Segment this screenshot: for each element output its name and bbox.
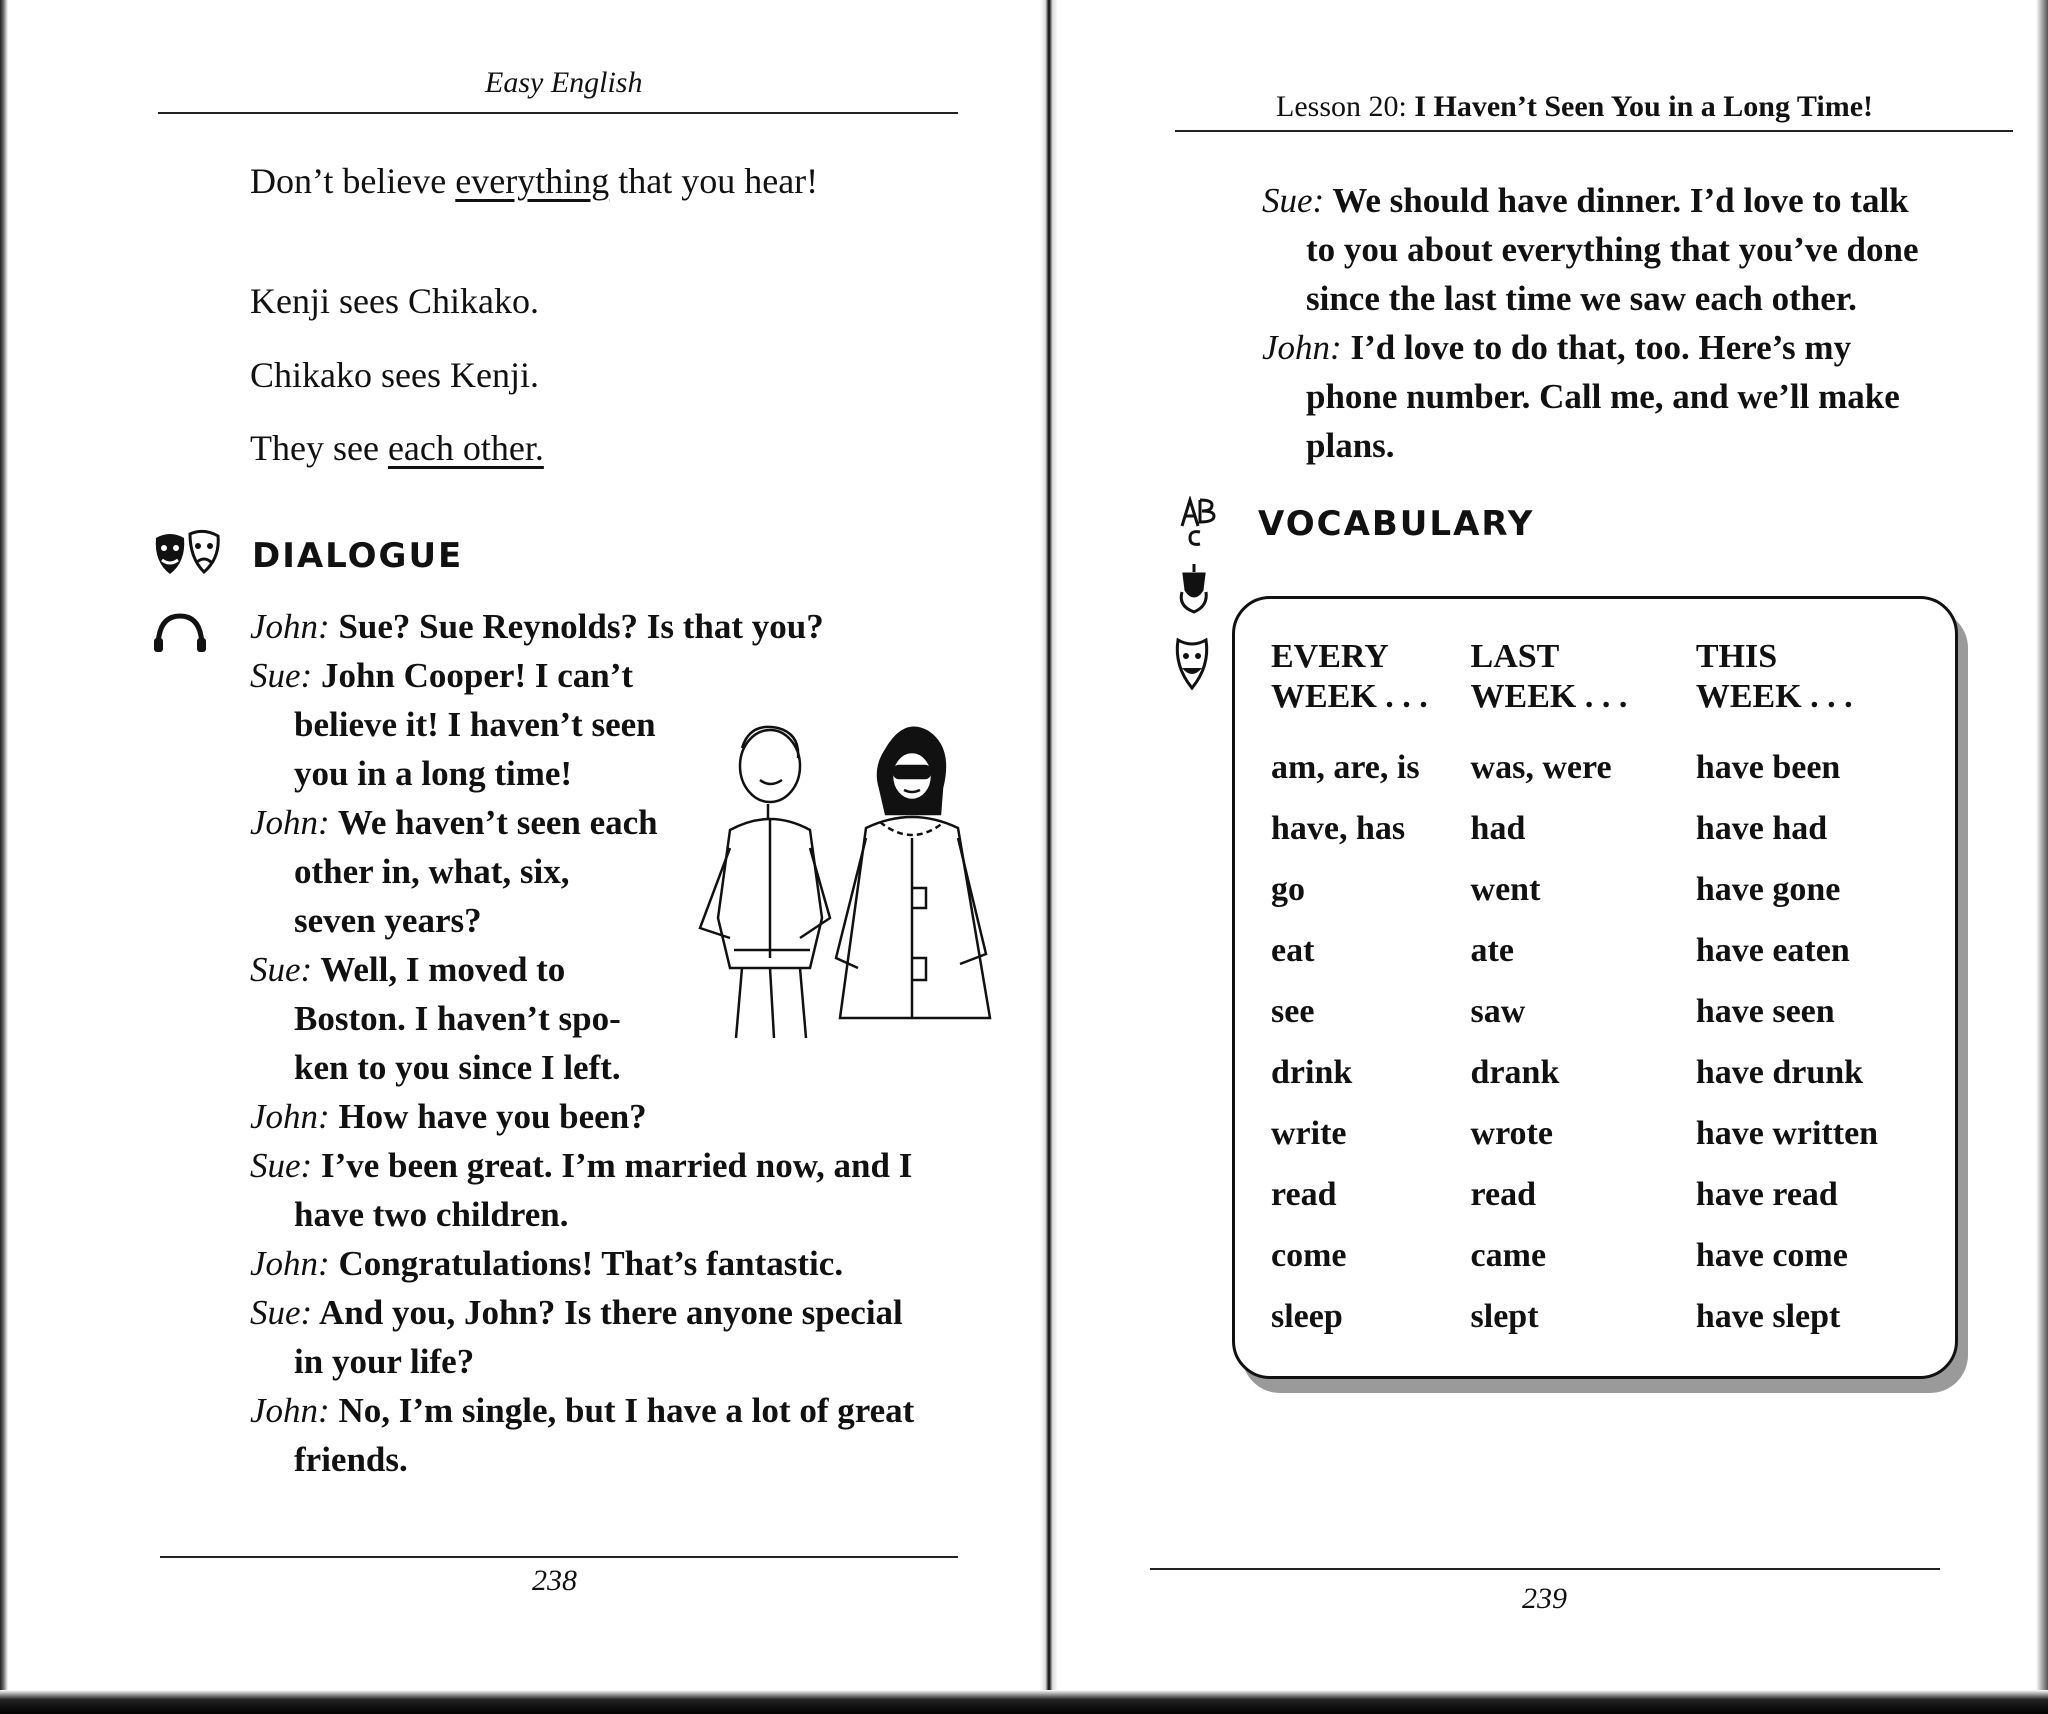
present-form: write <box>1271 1114 1347 1152</box>
speaker: Sue: <box>250 656 313 695</box>
table-row <box>1271 981 1955 1042</box>
present-form: am, are, is <box>1271 748 1420 786</box>
speaker: Sue: <box>250 950 313 989</box>
past-form: had <box>1470 809 1526 847</box>
lesson-number: Lesson 20: <box>1276 90 1415 123</box>
table-row <box>1271 737 1955 798</box>
dialogue-line <box>250 1092 1010 1141</box>
present-form: have, has <box>1271 809 1406 847</box>
header-rule <box>1175 130 2013 132</box>
dialogue-line <box>250 1288 1010 1337</box>
line-text: you in a long time! <box>294 754 573 793</box>
table-row <box>1271 798 1955 859</box>
line-text: No, I’m single, but I have a lot of great <box>338 1391 915 1430</box>
line-text: Well, I moved to <box>320 950 566 989</box>
column-header-every-week: EVERY WEEK . . . <box>1271 638 1428 715</box>
speaker: John: <box>250 607 330 646</box>
dialogue-line <box>250 602 1010 651</box>
perfect-form: have come <box>1695 1236 1848 1274</box>
line-text: I’ve been great. I’m married now, and I <box>320 1146 913 1185</box>
perfect-form: have seen <box>1695 992 1835 1030</box>
perfect-form: have written <box>1695 1114 1879 1152</box>
speaker: Sue: <box>250 1293 313 1332</box>
present-form: read <box>1271 1175 1337 1213</box>
line-text: Sue? Sue Reynolds? Is that you? <box>338 607 824 646</box>
line-text: Congratulations! That’s fantastic. <box>338 1244 844 1283</box>
pen-nib-icon <box>1176 562 1212 618</box>
line-text: phone number. Call me, and we’ll make <box>1306 377 1900 416</box>
line-text: since the last time we saw each other. <box>1306 279 1857 318</box>
dialogue-line <box>250 651 1010 700</box>
intro-line <box>250 160 818 202</box>
example-line: Chikako sees Kenji. <box>250 355 539 395</box>
past-form: ate <box>1470 931 1514 969</box>
line-text: other in, what, six, <box>294 852 570 891</box>
page-number: 238 <box>532 1564 577 1597</box>
table-row <box>1271 859 1955 920</box>
present-form: go <box>1271 870 1305 908</box>
perfect-form: have read <box>1695 1175 1838 1213</box>
perfect-form: have slept <box>1695 1297 1841 1335</box>
table-row <box>1271 920 1955 981</box>
speaker: John: <box>1262 328 1342 367</box>
dialogue-line <box>250 1141 1010 1190</box>
intro-text-end: that you hear! <box>609 161 819 201</box>
speaker: John: <box>250 1097 330 1136</box>
table-row <box>1271 1286 1955 1347</box>
dialogue-line <box>1262 176 2022 225</box>
vocabulary-box <box>1232 596 1958 1379</box>
page-number: 239 <box>1522 1582 1567 1615</box>
line-text: have two children. <box>294 1195 569 1234</box>
line-text: I’d love to do that, too. Here’s my <box>1350 328 1852 367</box>
table-row <box>1271 1042 1955 1103</box>
line-text: believe it! I haven’t seen <box>294 705 656 744</box>
speaker: John: <box>250 1391 330 1430</box>
line-text: friends. <box>294 1440 408 1479</box>
present-form: drink <box>1271 1053 1353 1091</box>
past-form: saw <box>1470 992 1526 1030</box>
dialogue-continued <box>1262 176 2022 470</box>
abc-icon <box>1178 496 1222 552</box>
dialogue-line <box>1262 323 2022 372</box>
past-form: was, were <box>1470 748 1612 786</box>
dialogue-heading: DIALOGUE <box>252 536 464 576</box>
table-header-row <box>1271 637 1955 737</box>
footer-rule <box>1150 1568 1940 1570</box>
table-row <box>1271 1103 1955 1164</box>
perfect-form: have been <box>1695 748 1841 786</box>
present-form: eat <box>1271 931 1315 969</box>
example-line: Kenji sees Chikako. <box>250 281 539 321</box>
example-line <box>250 427 544 469</box>
line-text: ken to you since I left. <box>294 1048 621 1087</box>
past-form: slept <box>1470 1297 1539 1335</box>
column-header-last-week: LAST WEEK . . . <box>1470 638 1628 715</box>
past-form: wrote <box>1470 1114 1553 1152</box>
past-form: went <box>1470 870 1541 908</box>
perfect-form: have had <box>1695 809 1828 847</box>
theater-masks-icon <box>152 528 224 584</box>
line-text: plans. <box>1306 426 1395 465</box>
couple-illustration <box>690 718 1000 1038</box>
intro-underlined: everything <box>455 161 610 201</box>
vocabulary-table <box>1271 637 1955 1347</box>
dialogue-line <box>250 1239 1010 1288</box>
intro-text: Don’t believe <box>250 161 456 201</box>
present-form: come <box>1271 1236 1347 1274</box>
line-text: in your life? <box>294 1342 475 1381</box>
running-head: Easy English <box>485 66 643 99</box>
speaker: John: <box>250 803 330 842</box>
example-text: They see <box>250 428 388 468</box>
running-head <box>1276 90 1873 124</box>
past-form: came <box>1470 1236 1547 1274</box>
speaker: John: <box>250 1244 330 1283</box>
headphones-icon <box>152 612 208 658</box>
vocabulary-heading: VOCABULARY <box>1258 504 1535 544</box>
present-form: sleep <box>1271 1297 1343 1335</box>
present-form: see <box>1271 992 1315 1030</box>
header-rule <box>158 112 958 114</box>
table-row <box>1271 1225 1955 1286</box>
footer-rule <box>160 1556 958 1558</box>
lesson-title: I Haven’t Seen You in a Long Time! <box>1414 90 1873 123</box>
speaker: Sue: <box>250 1146 313 1185</box>
line-text: Boston. I haven’t spo- <box>294 999 621 1038</box>
perfect-form: have eaten <box>1695 931 1850 969</box>
perfect-form: have gone <box>1695 870 1841 908</box>
column-header-this-week: THIS WEEK . . . <box>1695 638 1853 715</box>
line-text: seven years? <box>294 901 482 940</box>
smiley-icon <box>1172 636 1212 696</box>
dialogue-line <box>250 1386 1010 1435</box>
line-text: And you, John? Is there anyone special <box>319 1293 903 1332</box>
perfect-form: have drunk <box>1695 1053 1864 1091</box>
line-text: How have you been? <box>338 1097 647 1136</box>
line-text: to you about everything that you’ve done <box>1306 230 1919 269</box>
line-text: We should have dinner. I’d love to talk <box>1332 181 1909 220</box>
speaker: Sue: <box>1262 181 1325 220</box>
example-underlined: each other. <box>387 428 544 468</box>
line-text: We haven’t seen each <box>337 803 658 842</box>
table-row <box>1271 1164 1955 1225</box>
past-form: drank <box>1470 1053 1560 1091</box>
past-form: read <box>1470 1175 1537 1213</box>
line-text: John Cooper! I can’t <box>320 656 634 695</box>
